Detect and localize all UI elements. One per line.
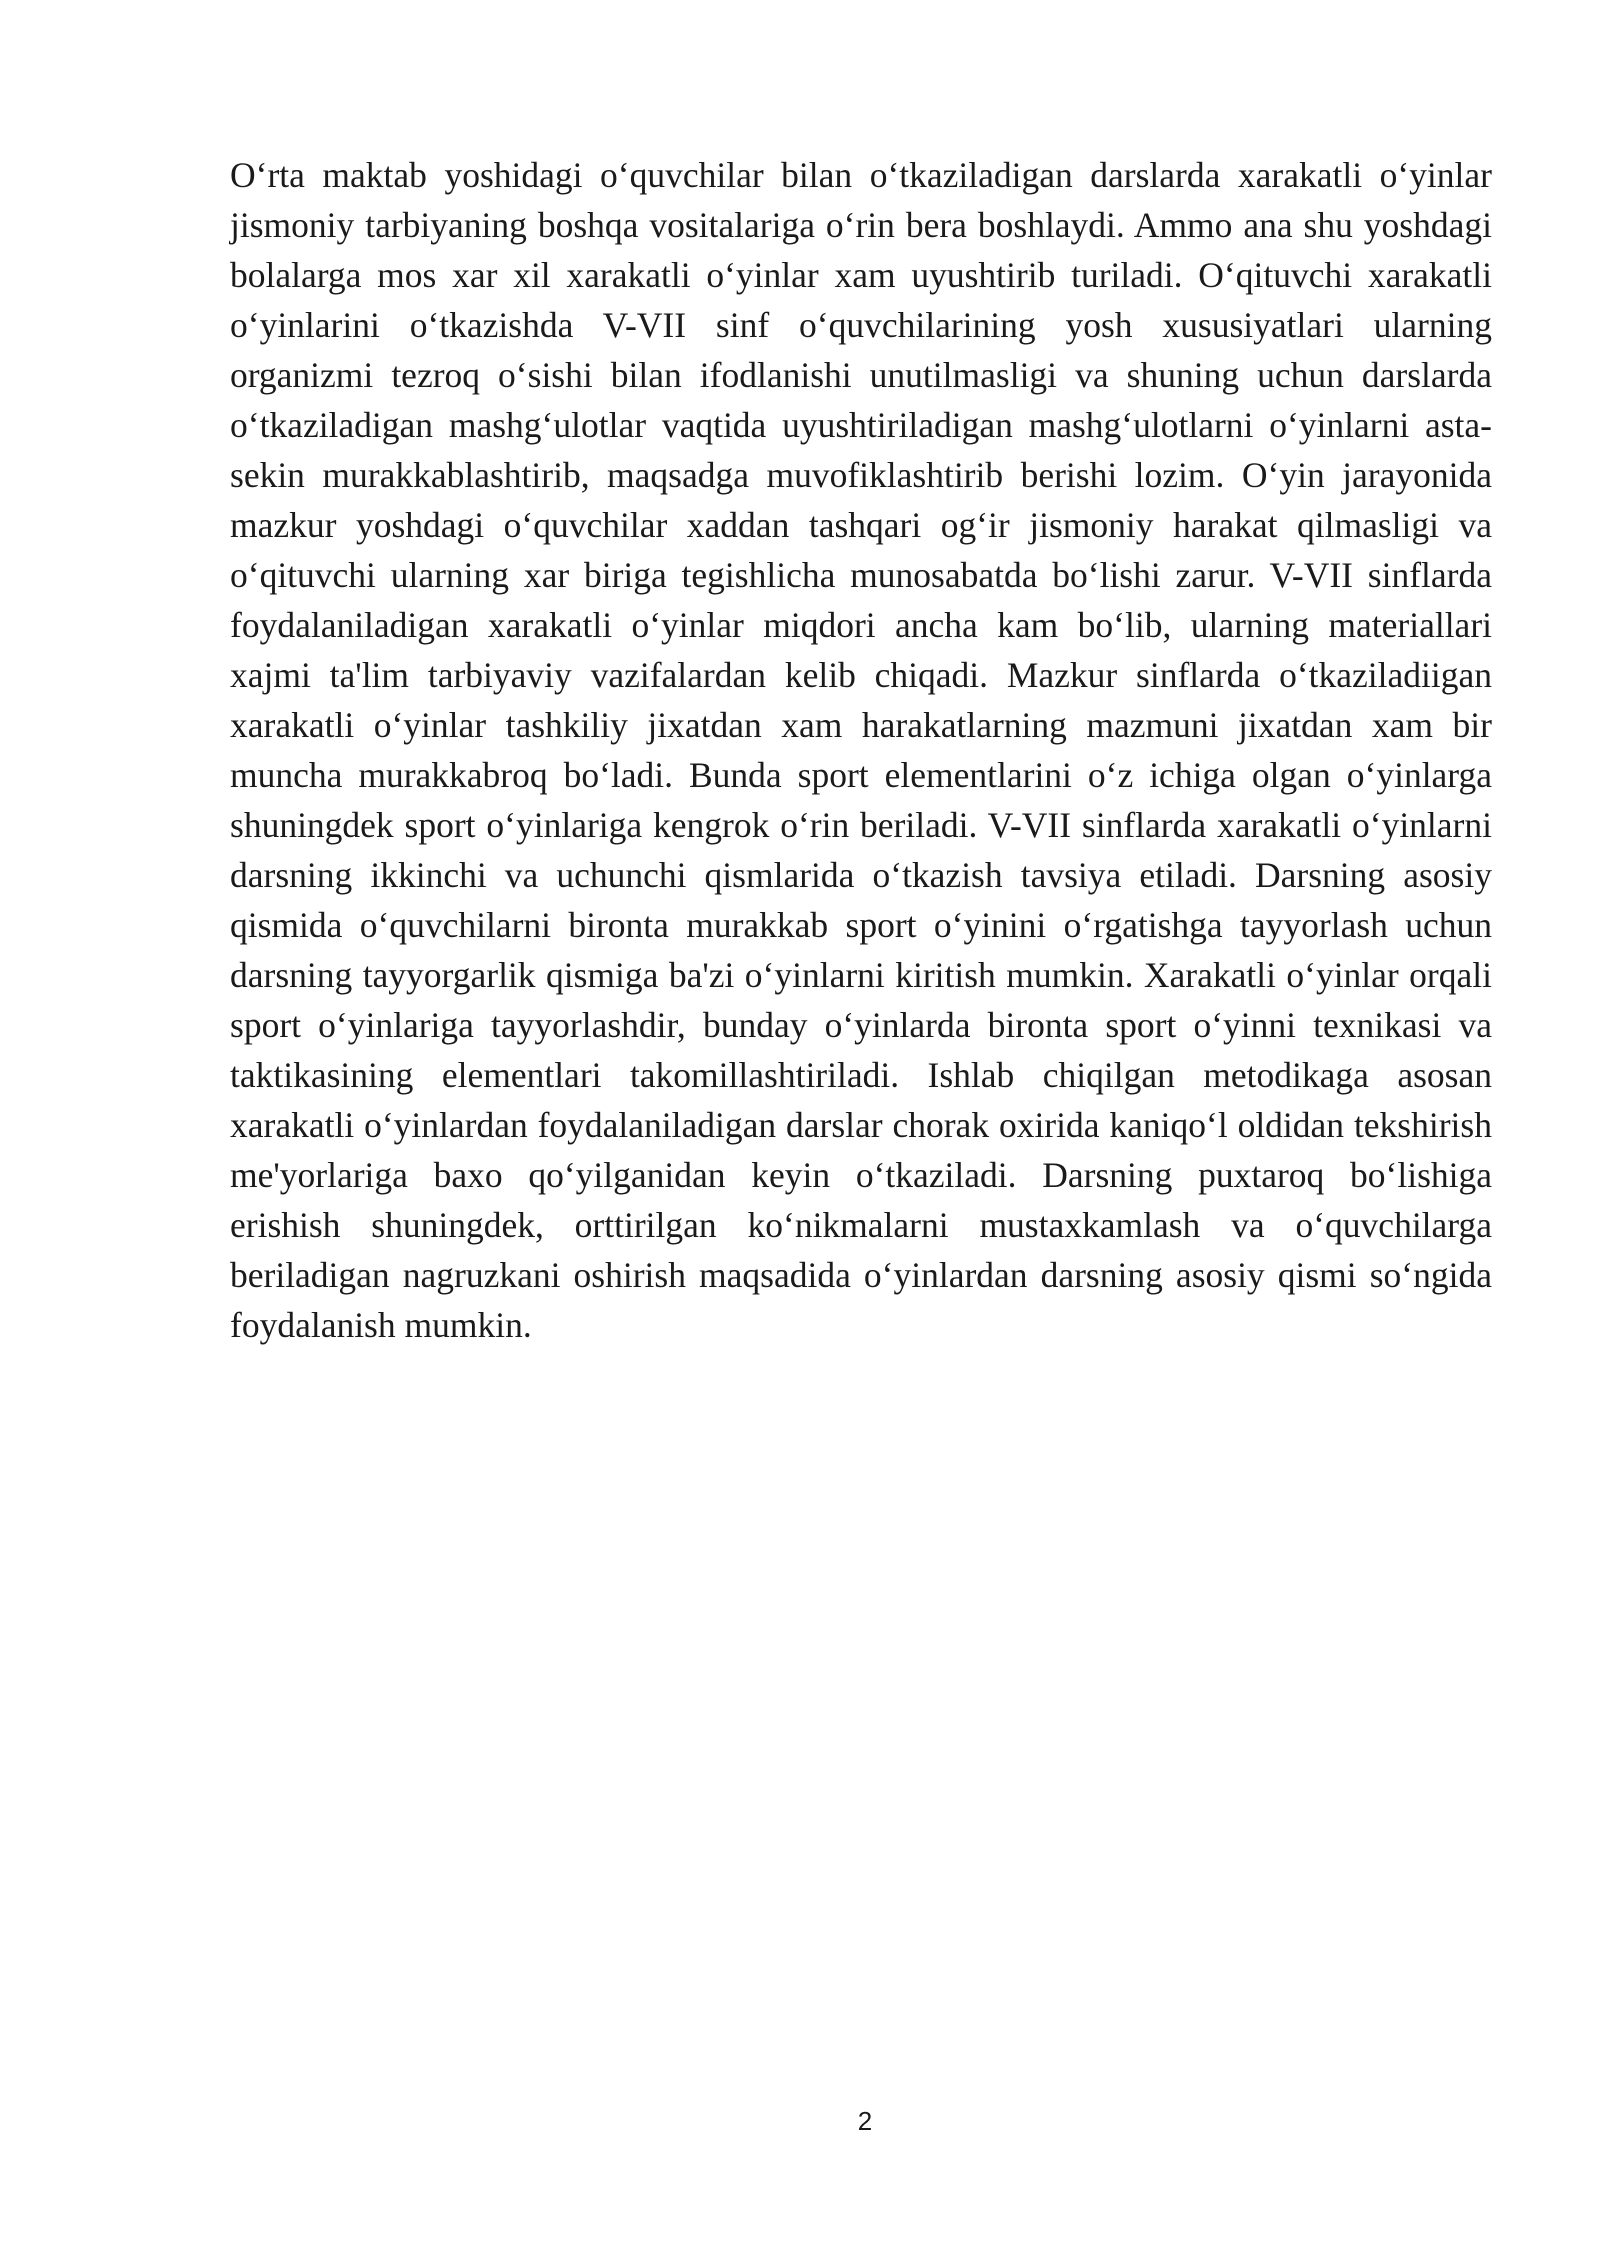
page-number: 2 (857, 2106, 873, 2136)
body-paragraph: O‘rta maktab yoshidagi o‘quvchilar bilan o‘tkaziladigan darslarda xarakatli o‘yinlar jismoniy tarbiyaning boshqa vositalariga o‘rin bera boshlaydi. Ammo ana shu yoshdagi bolalarga mos xar xil xarakatli o‘yinlar xam uyushtirib turiladi. O‘qituvchi xarakatli o‘yinlarini o‘tkazishda V-VII sinf o‘quvchilarining yosh xususiyatlari ularning organizmi tezroq o‘sishi bilan ifodlanishi unutilmasligi va shuning uchun darslarda o‘tkaziladigan mashg‘ulotlar vaqtida uyushtiriladigan mashg‘ulotlarni o‘yinlarni asta-sekin murakkablashtirib, maqsadga muvofiklashtirib berishi lozim. O‘yin jarayonida mazkur yoshdagi o‘quvchilar xaddan tashqari og‘ir jismoniy harakat qilmasligi va o‘qituvchi ularning xar biriga tegishlicha munosabatda bo‘lishi zarur. V-VII sinflarda foydalaniladigan xarakatli o‘yinlar miqdori ancha kam bo‘lib, ularning materiallari xajmi ta'lim tarbiyaviy vazifalardan kelib chiqadi. Mazkur sinflarda o‘tkaziladiigan xarakatli o‘yinlar tashkiliy jixatdan xam harakatlarning mazmuni jixatdan xam bir muncha murakkabroq bo‘ladi. Bunda sport elementlarini o‘z ichiga olgan o‘yinlarga shuningdek sport o‘yinlariga kengrok o‘rin beriladi. V-VII sinflarda xarakatli o‘yinlarni darsning ikkinchi va uchunchi qismlarida o‘tkazish tavsiya etiladi. Darsning asosiy qismida o‘quvchilarni bironta murakkab sport o‘yinini o‘rgatishga tayyorlash uchun darsning tayyorgarlik qismiga ba'zi o‘yinlarni kiritish mumkin. Xarakatli o‘yinlar orqali sport o‘yinlariga tayyorlashdir, bunday o‘yinlarda bironta sport o‘yinni texnikasi va taktikasining elementlari takomillashtiriladi. Ishlab chiqilgan metodikaga asosan xarakatli o‘yinlardan foydalaniladigan darslar chorak oxirida kaniqo‘l oldidan tekshirish me'yorlariga baxo qo‘yilganidan keyin o‘tkaziladi. Darsning puxtaroq bo‘lishiga erishish shuningdek, orttirilgan ko‘nikmalarni mustaxkamlash va o‘quvchilarga beriladigan nagruzkani oshirish maqsadida o‘yinlardan darsning asosiy qismi so‘ngida foydalanish mumkin. (230, 155, 1492, 1345)
